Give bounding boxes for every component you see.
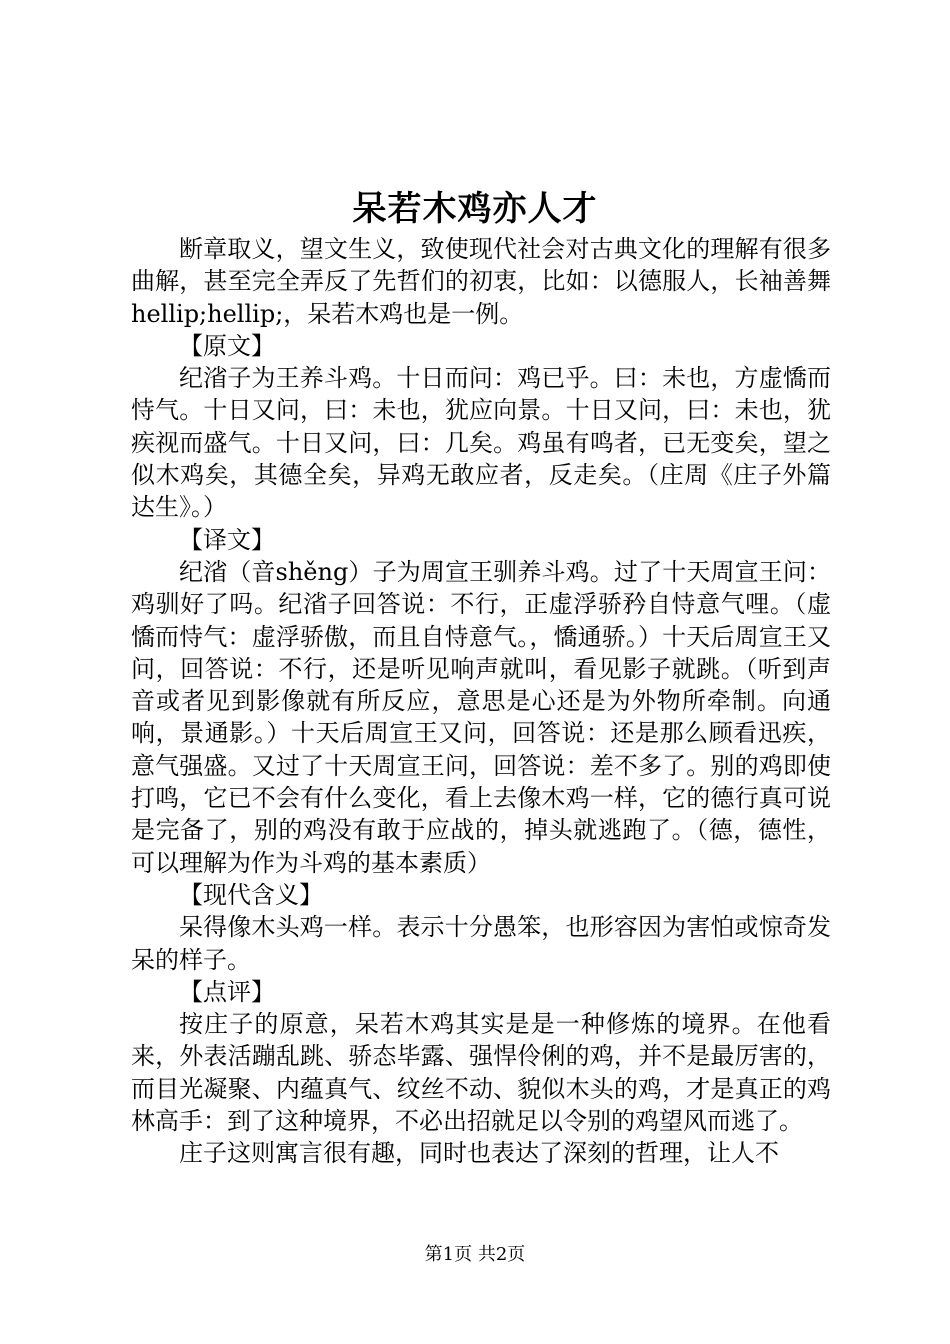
paragraph-commentary: 按庄子的原意，呆若木鸡其实是是一种修炼的境界。在他看来，外表活蹦乱跳、骄态毕露、强悍伶俐的鸡，并不是最厉害的，而目光凝聚、内蕴真气、纹丝不动、貌似木头的鸡，才是真正的鸡林高手：到了这种境界，不必出招就足以令别的鸡望风而逃了。	[131, 1010, 831, 1136]
document-body	[131, 233, 831, 1170]
page-total: 共2页	[477, 1244, 526, 1265]
paragraph-original-text: 纪渻子为王养斗鸡。十日而问：鸡已乎。曰：未也，方虚憍而恃气。十日又问，曰：未也，犹应向景。十日又问，曰：未也，犹疾视而盛气。十日又问，曰：几矣。鸡虽有鸣者，已无变矣，望之似木鸡矣，其德全矣，异鸡无敢应者，反走矣。（庄周《庄子外篇达生》。）	[131, 364, 831, 522]
paragraph-continued: 庄子这则寓言很有趣，同时也表达了深刻的哲理，让人不	[179, 1139, 779, 1168]
paragraph-modern-meaning: 呆得像木头鸡一样。表示十分愚笨，也形容因为害怕或惊奇发呆的样子。	[131, 913, 831, 974]
document-title: 呆若木鸡亦人才	[352, 189, 598, 229]
section-heading-translation: 【译文】	[179, 525, 275, 554]
paragraph-translation: 纪渻（音shěng）子为周宣王驯养斗鸡。过了十天周宣王问：鸡驯好了吗。纪渻子回答说：不行，正虚浮骄矜自恃意气哩。（虚憍而恃气：虚浮骄傲，而且自恃意气。，憍通骄。）十天后周宣王又问，回答说：不行，还是听见响声就叫，看见影子就跳。（听到声音或者见到影像就有所反应，意思是心还是为外物所牵制。向通响，景通影。）十天后周宣王又问，回答说：还是那么顾看迅疾，意气强盛。又过了十天周宣王问，回答说：差不多了。别的鸡即使打鸣，它已不会有什么变化，看上去像木鸡一样，它的德行真可说是完备了，别的鸡没有敢于应战的，掉头就逃跑了。（德，德性，可以理解为作为斗鸡的基本素质）	[131, 557, 831, 877]
section-heading-modern-meaning: 【现代含义】	[179, 880, 323, 909]
paragraph-intro: 断章取义，望文生义，致使现代社会对古典文化的理解有很多曲解，甚至完全弄反了先哲们的初衷，比如：以德服人，长袖善舞hellip;hellip;，呆若木鸡也是一例。	[131, 235, 831, 328]
section-heading-original: 【原文】	[179, 331, 275, 360]
page-number: 第1页	[424, 1244, 473, 1265]
page-footer	[0, 1243, 950, 1267]
section-heading-commentary: 【点评】	[179, 977, 275, 1006]
